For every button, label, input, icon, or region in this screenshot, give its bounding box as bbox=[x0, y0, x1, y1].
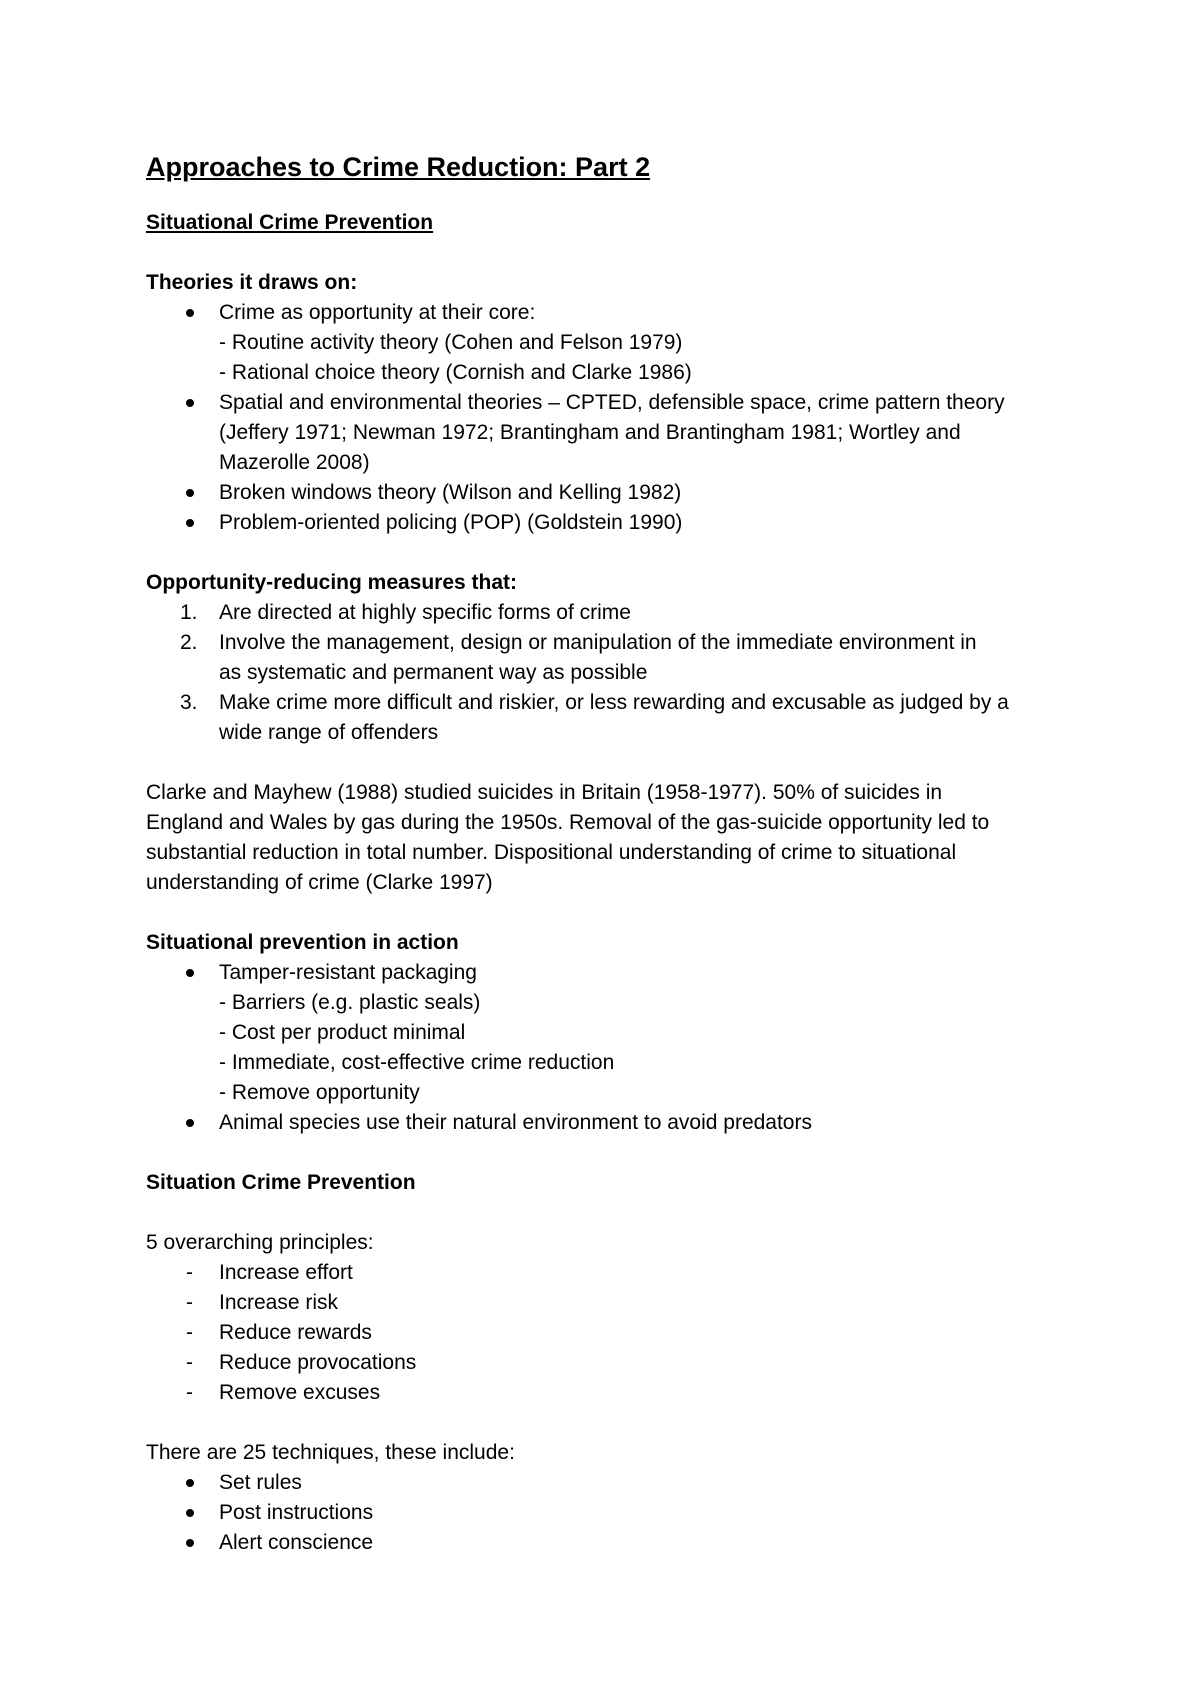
list-item: 1. Are directed at highly specific forms of crime bbox=[146, 598, 1086, 628]
list-item: Problem-oriented policing (POP) (Goldstein 1990) bbox=[146, 508, 1086, 538]
measures-list bbox=[146, 598, 1086, 748]
clarke-mayhew-paragraph: Clarke and Mayhew (1988) studied suicides in Britain (1958-1977). 50% of suicides in England and Wales by gas during the 1950s. Removal of the gas-suicide opportunity led to substantial reduction in total number. Dispositional understanding of crime to situational understanding of crime (Clarke 1997) bbox=[146, 781, 990, 894]
measures-heading: Opportunity-reducing measures that: bbox=[146, 571, 518, 594]
theories-list bbox=[146, 298, 1086, 538]
techniques-list bbox=[146, 1468, 1086, 1558]
bullet-icon bbox=[186, 489, 194, 497]
section-heading-situational-crime-prevention: Situational Crime Prevention bbox=[146, 211, 434, 234]
document-page bbox=[146, 150, 1086, 1558]
list-item: Tamper-resistant packaging - Barriers (e.g. plastic seals) - Cost per product minimal - Immediate, cost-effective crime reduction - Remove opportunity bbox=[146, 958, 1086, 1108]
bullet-icon bbox=[186, 1509, 194, 1517]
bullet-icon bbox=[186, 969, 194, 977]
bullet-icon bbox=[186, 1479, 194, 1487]
list-item: Post instructions bbox=[146, 1498, 1086, 1528]
spacer bbox=[146, 1198, 1086, 1228]
spacer bbox=[146, 898, 1086, 928]
list-item: Alert conscience bbox=[146, 1528, 1086, 1558]
list-item: Crime as opportunity at their core: - Routine activity theory (Cohen and Felson 1979) - Rational choice theory (Cornish and Clarke 1986) bbox=[146, 298, 1086, 388]
list-item: - Reduce rewards bbox=[146, 1318, 1086, 1348]
list-item: Set rules bbox=[146, 1468, 1086, 1498]
dash-marker: - bbox=[186, 1291, 193, 1314]
situation-crime-prevention-heading: Situation Crime Prevention bbox=[146, 1171, 416, 1194]
bullet-icon bbox=[186, 1539, 194, 1547]
list-item: Broken windows theory (Wilson and Kelling 1982) bbox=[146, 478, 1086, 508]
dash-marker: - bbox=[186, 1321, 193, 1344]
list-item: - Remove excuses bbox=[146, 1378, 1086, 1408]
list-item: 3. Make crime more difficult and riskier, or less rewarding and excusable as judged by a wide range of offenders bbox=[146, 688, 1086, 748]
principles-list bbox=[146, 1258, 1086, 1408]
spacer bbox=[146, 238, 1086, 268]
list-item: - Increase effort bbox=[146, 1258, 1086, 1288]
spacer bbox=[146, 1138, 1086, 1168]
spacer bbox=[146, 748, 1086, 778]
list-item: Spatial and environmental theories – CPTED, defensible space, crime pattern theory (Jeffery 1971; Newman 1972; Brantingham and Brantingham 1981; Wortley and Mazerolle 2008) bbox=[146, 388, 1086, 478]
list-number: 3. bbox=[180, 691, 198, 714]
list-item: - Increase risk bbox=[146, 1288, 1086, 1318]
document-title: Approaches to Crime Reduction: Part 2 bbox=[146, 152, 651, 182]
list-item: - Reduce provocations bbox=[146, 1348, 1086, 1378]
in-action-heading: Situational prevention in action bbox=[146, 931, 459, 954]
spacer bbox=[146, 1408, 1086, 1438]
techniques-intro: There are 25 techniques, these include: bbox=[146, 1441, 515, 1464]
list-item: 2. Involve the management, design or manipulation of the immediate environment in as systematic and permanent way as possible bbox=[146, 628, 1086, 688]
list-number: 2. bbox=[180, 631, 198, 654]
bullet-icon bbox=[186, 399, 194, 407]
bullet-icon bbox=[186, 1119, 194, 1127]
dash-marker: - bbox=[186, 1261, 193, 1284]
principles-intro: 5 overarching principles: bbox=[146, 1231, 374, 1254]
in-action-list bbox=[146, 958, 1086, 1138]
spacer bbox=[146, 538, 1086, 568]
dash-marker: - bbox=[186, 1381, 193, 1404]
dash-marker: - bbox=[186, 1351, 193, 1374]
list-item: Animal species use their natural environment to avoid predators bbox=[146, 1108, 1086, 1138]
list-number: 1. bbox=[180, 601, 198, 624]
theories-heading: Theories it draws on: bbox=[146, 271, 358, 294]
bullet-icon bbox=[186, 519, 194, 527]
bullet-icon bbox=[186, 309, 194, 317]
